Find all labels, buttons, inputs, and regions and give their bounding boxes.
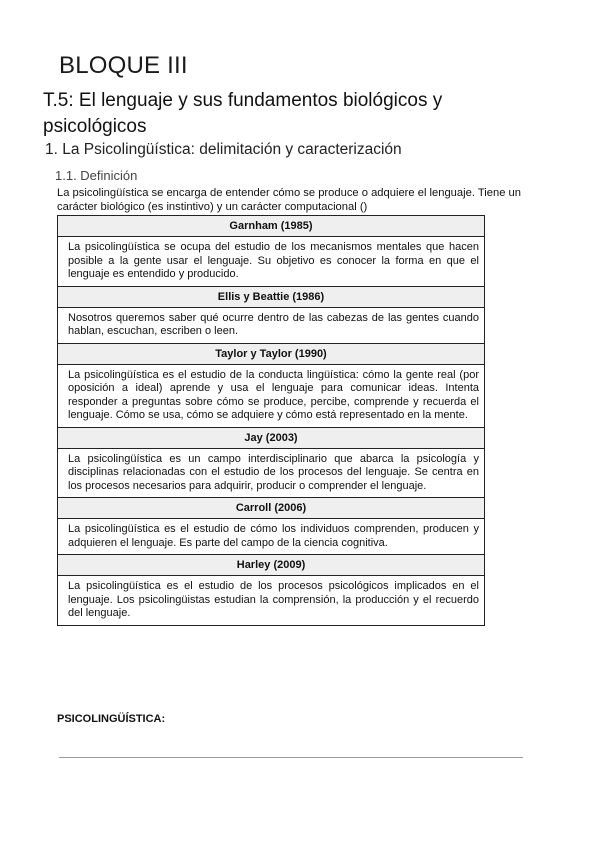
- horizontal-divider: [59, 757, 523, 758]
- table-row: [58, 555, 485, 576]
- table-row: [58, 216, 485, 237]
- definition-text: La psicolingüística es el estudio de cómo los individuos comprenden, producen y adquieren el lenguaje. Es parte del campo de la ciencia cognitiva.: [58, 519, 485, 555]
- definition-author: Taylor y Taylor (1990): [58, 343, 485, 364]
- table-row: [58, 519, 485, 555]
- subsection-title: 1.1. Definición: [55, 168, 138, 183]
- definition-author: Carroll (2006): [58, 498, 485, 519]
- block-title: BLOQUE III: [59, 52, 188, 79]
- definition-text: Nosotros queremos saber qué ocurre dentro de las cabezas de las gentes cuando hablan, escuchan, escriben o leen.: [58, 307, 485, 343]
- definition-text: La psicolingüística es un campo interdisciplinario que abarca la psicología y disciplinas relacionadas con el estudio de los procesos del lenguaje. Se centra en los procesos necesarios para adquirir, producir o comprender el lenguaje.: [58, 448, 485, 498]
- table-row: [58, 343, 485, 364]
- definition-text: La psicolingüística es el estudio de los procesos psicológicos implicados en el lenguaje. Los psicolingüistas estudian la comprensión, la producción y el recuerdo del lenguaje.: [58, 576, 485, 626]
- definition-text: La psicolingüística es el estudio de la conducta lingüística: cómo la gente real (por oposición a ideal) aprende y usa el lenguaje para comunicar ideas. Intenta responder a preguntas sobre cómo se produce, percibe, comprende y recuerda el lenguaje. Cómo se usa, cómo se adquiere y cómo está representado en la mente.: [58, 364, 485, 427]
- definition-author: Ellis y Beattie (1986): [58, 286, 485, 307]
- psicolinguistica-label: PSICOLINGÜÍSTICA:: [57, 713, 166, 725]
- table-row: [58, 448, 485, 498]
- table-row: [58, 498, 485, 519]
- table-row: [58, 427, 485, 448]
- table-row: [58, 237, 485, 287]
- definition-author: Jay (2003): [58, 427, 485, 448]
- section-title: 1. La Psicolingüística: delimitación y caracterización: [45, 141, 402, 158]
- table-row: [58, 364, 485, 427]
- table-row: [58, 576, 485, 626]
- definition-author: Garnham (1985): [58, 216, 485, 237]
- definition-text: La psicolingüística se ocupa del estudio de los mecanismos mentales que hacen posible a la gente usar el lenguaje. Su objetivo es conocer la forma en que el lenguaje es entendido y producido.: [58, 237, 485, 287]
- definitions-table: [57, 215, 485, 626]
- definition-author: Harley (2009): [58, 555, 485, 576]
- topic-title: T.5: El lenguaje y sus fundamentos biológicos y psicológicos: [43, 90, 443, 137]
- intro-paragraph: La psicolingüística se encarga de entender cómo se produce o adquiere el lenguaje. Tiene un carácter biológico (es instintivo) y un carácter computacional (): [57, 187, 521, 213]
- table-row: [58, 307, 485, 343]
- table-row: [58, 286, 485, 307]
